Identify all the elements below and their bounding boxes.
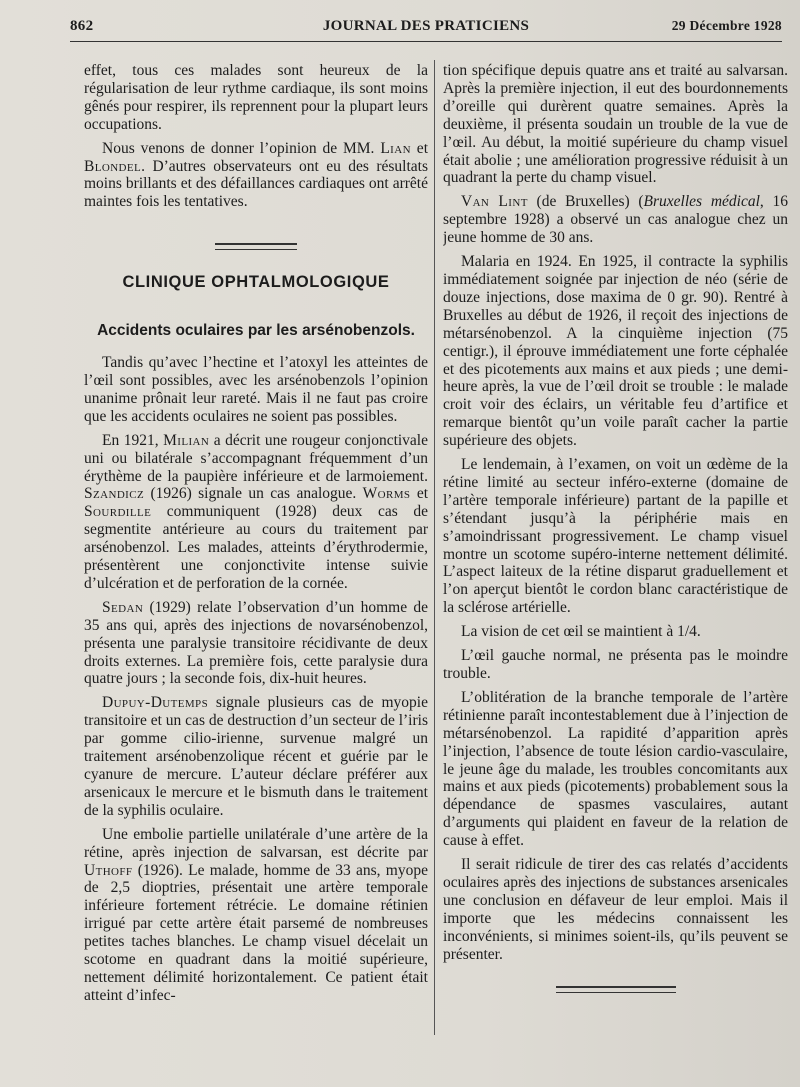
author-uthoff: Uthoff: [84, 861, 133, 879]
article-end-rule: [556, 986, 676, 993]
text-fragment: a décrit une rougeur conjonctivale uni ou bilatérale s’accompagnant fréquemment d’un érythème de la paupière inférieure et de larmoiement.: [84, 431, 428, 485]
author-lian: Lian: [380, 139, 411, 157]
spacer: [84, 292, 428, 322]
paragraph-embolie: [84, 826, 428, 1005]
paragraph-van-lint: [443, 193, 788, 247]
author-sedan: Sedan: [102, 598, 144, 616]
spacer: [84, 211, 428, 243]
text-fragment: En 1921,: [102, 431, 164, 449]
text-fragment: , 16 septembre 1928) a observé un cas analogue chez un jeune homme de 30 ans.: [443, 193, 788, 247]
paragraph-sedan: [84, 599, 428, 689]
paragraph-obliteration: L’oblitération de la branche temporale de l’artère rétinienne paraît incontestablement due à l’injection de métarsénobenzol. La rapidité d’apparition après l’injection, l’absence de toute lésion cardio-vasculaire, le jeune âge du malade, les troubles concomitants aux mains et aux pieds (picotements) probablement sous la dépendance de spasmes vasculaires, autant d’arguments qui plaident en faveur de la relation de cause à effet.: [443, 688, 788, 850]
text-fragment: (1926) signale un cas analogue.: [144, 485, 363, 503]
left-column: [84, 62, 428, 1005]
text-fragment: . D’autres observateurs ont eu des résultats moins brillants et des défaillances cardiaques ont arrêté maintes fois les tentatives.: [84, 157, 428, 211]
paragraph-vision: La vision de cet œil se maintient à 1/4.: [461, 623, 701, 641]
paragraph-conclusion: Il serait ridicule de tirer des cas relatés d’accidents oculaires après des injections de substances arsenicales une conclusion en défaveur de leur emploi. Mais il importe que les médecins connaissent les inconvénients, si minimes soient-ils, qu’ils peuvent se présenter.: [443, 856, 788, 963]
author-sourdille: Sourdille: [84, 503, 152, 521]
author-milian: Milian: [163, 431, 210, 449]
paragraph-lendemain: Le lendemain, à l’examen, on voit un œdème de la rétine limité au secteur inféro-externe (domaine de l’artère temporale inférieure) partant de la papille et s’étendant jusqu’à la périphérie mais en s’amoindrissant progressivement. Le champ visuel montre un scotome supéro-interne nettement délimité. L’aspect laiteux de la rétine disparut graduellement et l’on aperçut bientôt le cordon blanc caractéristique de la sclérose artérielle.: [443, 456, 788, 617]
running-head: [70, 18, 782, 40]
text-fragment: (de Bruxelles) (: [527, 193, 644, 211]
text-fragment: (1929) relate l’observation d’un homme de 35 ans qui, après des injections de novarsénobenzol, présenta une paralysie transitoire récidivante de deux droits externes. La première fois, cette paralysie dura quatre jours ; la seconde fois, dix-huit heures.: [84, 598, 428, 688]
text-fragment: (1926). Le malade, homme de 33 ans, myope de 2,5 dioptries, présentait une artère temporale inférieure fortement rétrécie. Le domaine rétinien irrigué par cette artère était parsemé de nombreuses petites taches blanches. Le champ visuel décelait un scotome en quadrant dans la moitié supérieure, nettement délimité horizontalement. Ce patient était atteint d’infec-: [84, 861, 428, 1004]
paragraph-malaria: Malaria en 1924. En 1925, il contracte la syphilis immédiatement soignée par injection de néo (série de douze injections, dose maxima de 0 gr. 90). Rentré à Bruxelles au début de 1926, il reçoit des injections de métarsénobenzol. A la cinquième injection (75 centigr.), il éprouve immédiatement une forte céphalée et des picotements aux mains et aux pieds ; une demi-heure après, la vue de l’œil droit se trouble : le malade croit voir des éclairs, un véritable feu d’artifice et remarque bientôt qu’un voile paraît cacher la partie supérieure des objets.: [443, 253, 788, 450]
paragraph-oeil-gauche: L’œil gauche normal, ne présenta pas le moindre trouble.: [443, 647, 788, 682]
issue-date: 29 Décembre 1928: [671, 18, 782, 33]
column-separator: [434, 60, 435, 1035]
author-van-lint: Van Lint: [461, 193, 528, 211]
text-fragment: communiquent (1928) deux cas de segmentite antérieure au cours du traitement par arsénobenzol. Les malades, atteints d’érythrodermie, présentèrent une conjonctivite intense suivie d’ulcération et de perforation de la cornée.: [84, 503, 428, 592]
author-blondel: Blondel: [84, 157, 142, 175]
paragraph-continuation: effet, tous ces malades sont heureux de la régularisation de leur rythme cardiaque, ils sont moins gênés pour respirer, ils reprennent pour la plupart leurs occupations.: [84, 62, 428, 133]
paragraph-lian-blondel: [84, 140, 428, 212]
text-fragment: et: [410, 485, 429, 503]
spacer: [84, 340, 428, 354]
text-fragment: Nous venons de donner l’opinion de MM.: [102, 139, 381, 157]
author-worms: Worms: [362, 485, 411, 503]
paragraph-milian: [84, 432, 428, 593]
text-fragment: et: [410, 139, 428, 157]
journal-title: JOURNAL DES PRATICIENS: [322, 18, 530, 34]
text-fragment: signale plusieurs cas de myopie transitoire et un cas de destruction d’un secteur de l’iris par gomme cilio-irienne, survenue malgré un traitement arsénobenzolique récent et guérie par le cyanure de mercure. L’auteur déclare préférer aux arsenicaux le mercure et le bismuth dans le traitement de la syphilis oculaire.: [84, 694, 428, 819]
author-szandicz: Szandicz: [84, 485, 145, 503]
text-fragment: Une embolie partielle unilatérale d’une artère de la rétine, après injection de salvarsan, est décrite par: [84, 825, 428, 861]
spacer: [84, 250, 428, 274]
article-title: Accidents oculaires par les arsénobenzols.: [97, 322, 415, 340]
page-number: 862: [70, 18, 94, 34]
paragraph-continuation: tion spécifique depuis quatre ans et traité au salvarsan. Après la première injection, il eut des bourdonnements d’oreille qui durèrent quatre semaines. Après la deuxième, il présenta soudain un trouble de la vue de l’œil. Au début, la moitié supérieure du champ visuel était abolie ; une amélioration progressive réduisit à un quadrant la perte du champ visuel.: [443, 62, 788, 187]
section-heading: CLINIQUE OPHTALMOLOGIQUE: [122, 273, 390, 292]
journal-citation: Bruxelles médical: [643, 193, 760, 211]
right-column: [443, 62, 788, 993]
spacer: [443, 964, 788, 986]
paragraph-dupuy-dutemps: [84, 694, 428, 819]
author-dupuy-dutemps: Dupuy-Dutemps: [102, 694, 209, 712]
header-rule: [70, 41, 782, 42]
section-divider: [215, 243, 297, 250]
paragraph-intro: Tandis qu’avec l’hectine et l’atoxyl les atteintes de l’œil sont possibles, avec les arsénobenzols l’opinion unanime prônait leur rareté. Mais il ne faut pas croire que les accidents oculaires ne soient pas possibles.: [84, 354, 428, 425]
